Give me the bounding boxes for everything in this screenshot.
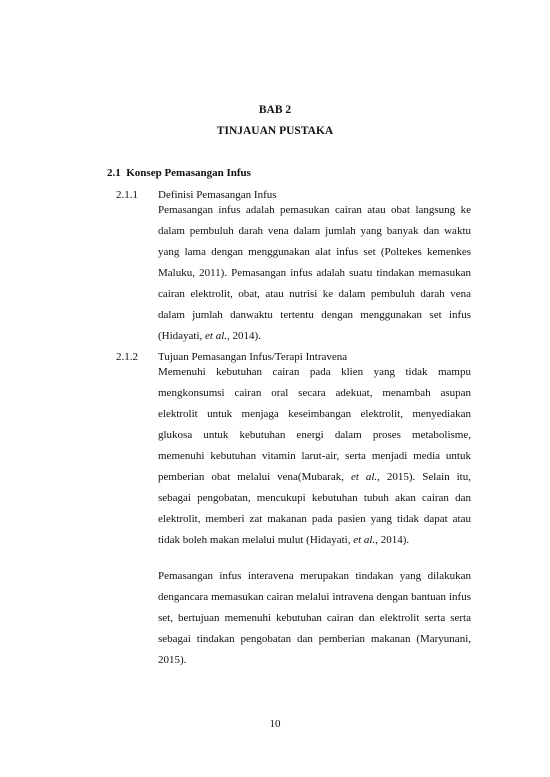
citation-et-al: et al. (350, 471, 378, 483)
paragraph-line: dalam jumlah danwaktu tertentu dengan menggunakan set infus (158, 309, 471, 321)
subsection-number: 2.1.1 (116, 189, 138, 201)
paragraph-interavena (158, 566, 471, 671)
paragraph-line: (Hidayati, et al., 2014). (158, 330, 261, 342)
paragraph-line: Memenuhi kebutuhan cairan pada klien yang tidak mampu (158, 366, 471, 378)
paragraph-line: yang lama dengan menggunakan alat infus set (Poltekes kemenkes (158, 246, 471, 258)
paragraph-line: set, bertujuan memenuhi kebutuhan cairan dan elektrolit serta serta (158, 612, 471, 624)
paragraph-line: sebagai tindakan pengobatan dan pemberian makanan (Maryunani, (158, 633, 471, 645)
paragraph-line: elektrolit, memberi zat makanan pada pasien yang tidak dapat atau (158, 513, 471, 525)
paragraph-line: sebagai pengobatan, mencukupi kebutuhan tubuh akan cairan dan (158, 492, 471, 504)
chapter-number: BAB 2 (258, 104, 292, 116)
subsection-title: Definisi Pemasangan Infus (158, 189, 277, 201)
paragraph-line: pemberian obat melalui vena(Mubarak, et al., 2015). Selain itu, (158, 471, 471, 483)
subsection-title: Tujuan Pemasangan Infus/Terapi Intravena (158, 351, 348, 363)
paragraph-line: mengkonsumsi cairan oral secara adekuat, menambah asupan (158, 387, 471, 399)
citation-et-al: et al. (353, 534, 376, 546)
section-number: 2.1 (107, 167, 121, 179)
paragraph-line: tidak boleh makan melalui mulut (Hidayati, et al., 2014). (158, 534, 410, 546)
page-number: 10 (269, 718, 281, 730)
section-heading (107, 167, 251, 179)
paragraph-line: dalam pembuluh darah vena dalam jumlah yang banyak dan waktu (158, 225, 471, 237)
paragraph-tujuan (158, 362, 471, 551)
chapter-title: TINJAUAN PUSTAKA (216, 125, 334, 137)
paragraph-line: cairan elektrolit, obat, atau nutrisi ke dalam pembuluh darah vena (158, 288, 471, 300)
citation-et-al: et al. (205, 330, 228, 342)
paragraph-line: elektrolit untuk menjaga keseimbangan elektrolit, menyediakan (158, 408, 471, 420)
section-title: Konsep Pemasangan Infus (126, 167, 251, 179)
paragraph-line: Pemasangan infus adalah pemasukan cairan atau obat langsung ke (158, 204, 471, 216)
paragraph-line: Maluku, 2011). Pemasangan infus adalah suatu tindakan memasukan (158, 267, 471, 279)
paragraph-line: memenuhi kebutuhan vitamin larut-air, serta menjadi media untuk (158, 450, 471, 462)
paragraph-definisi (158, 200, 471, 347)
paragraph-line: glukosa untuk kebutuhan energi dalam proses metabolisme, (158, 429, 471, 441)
paragraph-line: Pemasangan infus interavena merupakan tindakan yang dilakukan (158, 570, 471, 582)
subsection-number: 2.1.2 (116, 351, 138, 363)
paragraph-line: dengancara memasukan cairan melalui intravena dengan bantuan infus (158, 591, 471, 603)
paragraph-line: 2015). (158, 654, 187, 666)
